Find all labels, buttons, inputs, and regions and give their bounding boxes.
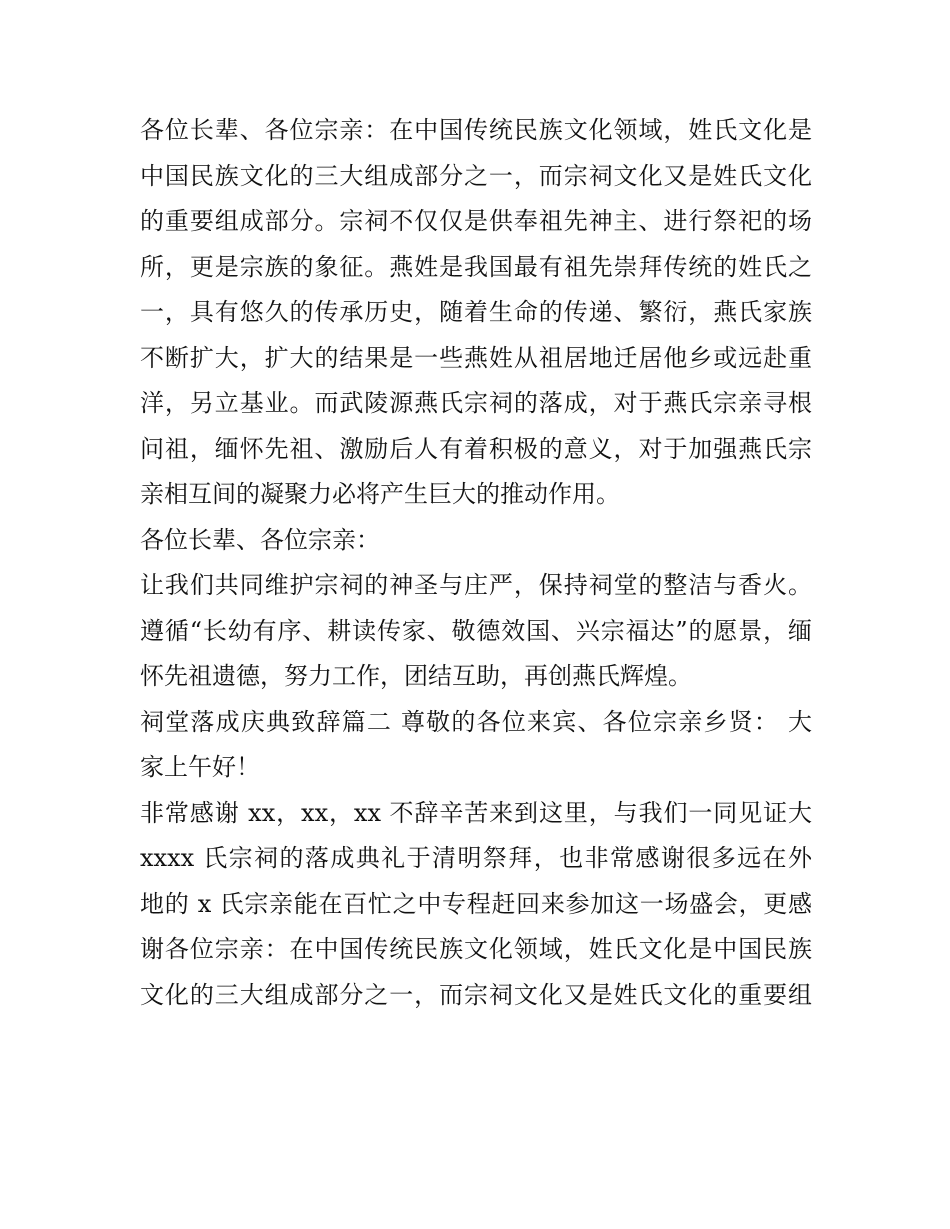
text-line: 问祖，缅怀先祖、激励后人有着积极的意义，对于加强燕氏宗 [140, 434, 812, 463]
text-line: 一，具有悠久的传承历史，随着生命的传递、繁衍，燕氏家族 [140, 298, 812, 326]
text-line: 遵循“长幼有序、耕读传家、敬德效国、兴宗福达”的愿景，缅 [140, 616, 812, 645]
text-line: 各位长辈、各位宗亲：在中国传统民族文化领域，姓氏文化是 [140, 116, 812, 144]
text-line: 的重要组成部分。宗祠不仅仅是供奉祖先神主、进行祭祀的场 [140, 207, 812, 235]
text-line: 亲相互间的凝聚力必将产生巨大的推动作用。 [140, 480, 620, 508]
text-line: 洋，另立基业。而武陵源燕氏宗祠的落成，对于燕氏宗亲寻根 [140, 389, 812, 417]
text-line: 文化的三大组成部分之一，而宗祠文化又是姓氏文化的重要组 [140, 980, 812, 1009]
document-body [140, 108, 812, 1018]
text-line: xxxx 氏宗祠的落成典礼于清明祭拜，也非常感谢很多远在外 [140, 844, 812, 872]
text-line: 不断扩大，扩大的结果是一些燕姓从祖居地迁居他乡或远赴重 [140, 343, 812, 372]
text-line: 怀先祖遗德，努力工作，团结互助，再创燕氏辉煌。 [140, 662, 692, 690]
text-line: 各位长辈、各位宗亲： [140, 525, 380, 554]
text-line: 祠堂落成庆典致辞篇二 尊敬的各位来宾、各位宗亲乡贤： 大 [140, 707, 812, 736]
text-line: 家上午好！ [140, 753, 260, 781]
text-line: 中国民族文化的三大组成部分之一，而宗祠文化又是姓氏文化 [140, 161, 812, 190]
text-line: 谢各位宗亲：在中国传统民族文化领域，姓氏文化是中国民族 [140, 935, 812, 963]
text-line: 所，更是宗族的象征。燕姓是我国最有祖先崇拜传统的姓氏之 [140, 252, 812, 281]
text-line: 非常感谢 xx，xx，xx 不辞辛苦来到这里，与我们一同见证大 [140, 798, 812, 827]
text-line: 让我们共同维护宗祠的神圣与庄严，保持祠堂的整洁与香火。 [140, 571, 812, 599]
text-line: 地的 x 氏宗亲能在百忙之中专程赶回来参加这一场盛会，更感 [140, 889, 812, 918]
